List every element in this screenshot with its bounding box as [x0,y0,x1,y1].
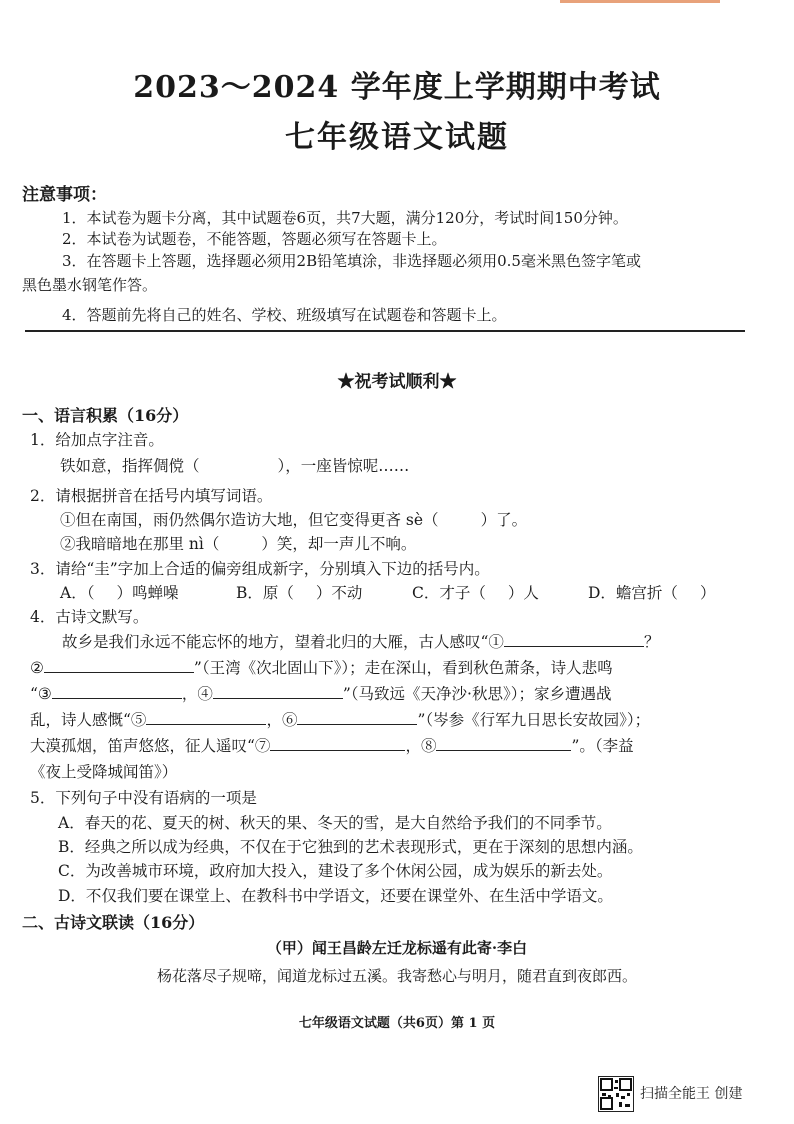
poem-title: （甲）闻王昌龄左迁龙标遥有此寄·李白 [266,939,528,957]
q4-line-5-num-b: ，⑧ [405,737,437,755]
q4-line-5-text-c: ”。（李益 [571,737,634,755]
q1-text-b: ），一座皆惊呢…… [277,457,410,475]
q3-option-c-label: C．才子（ [412,584,486,602]
q1-text-a: 铁如意，指挥倜傥（ [60,457,200,475]
q1-line [60,454,409,476]
blank-7 [270,736,405,751]
q4-stem: 4．古诗文默写。 [30,608,149,626]
q5-option-b: B．经典之所以成为经典，不仅在于它独到的艺术表现形式，更在于深刻的思想内涵。 [58,838,643,856]
q2-item-2 [60,532,416,554]
poem-text: 杨花落尽子规啼，闻道龙标过五溪。我寄愁心与明月，随君直到夜郎西。 [156,967,637,985]
q3-option-b [236,581,362,603]
notice-item-1: 1．本试卷为题卡分离，其中试题卷6页，共7大题，满分120分，考试时间150分钟。 [62,209,628,227]
notice-item-4: 4．答题前先将自己的姓名、学校、班级填写在试题卷和答题卡上。 [62,306,507,324]
q3-option-c-text: ）人 [507,584,539,602]
q3-option-d-label: D．蟾宫折（ [588,584,678,602]
q3-option-c [412,581,539,603]
q4-line-4-text-a: 乱，诗人感慨“⑤ [30,711,147,729]
q5-option-d: D．不仅我们要在课堂上、在教科书中学语文，还要在课堂外、在生活中学语文。 [58,887,613,905]
blank-8 [436,736,571,751]
q3-option-a-label: A．（ [60,584,95,602]
q5-option-c: C．为改善城市环境，政府加大投入，建设了多个休闲公园，成为娱乐的新去处。 [58,862,613,880]
exam-title: 2023～2024 学年度上学期期中考试 [133,70,661,105]
notice-heading: 注意事项： [22,185,107,205]
q3-option-b-label: B．原（ [236,584,294,602]
q5-option-a: A．春天的花、夏天的树、秋天的果、冬天的雪，是大自然给予我们的不同季节。 [58,814,612,832]
q2-item-2-text-b: ）笑，却一声儿不响。 [261,535,417,553]
q4-line-3-num-b: ，④ [181,685,213,703]
blank-5 [146,710,266,725]
exam-subtitle: 七年级语文试题 [285,120,509,155]
q2-item-1-text-b: ）了。 [480,511,528,529]
q4-line-2-num: ② [30,659,44,677]
divider [25,330,745,332]
blank-6 [297,710,417,725]
q4-line-3-text: ”（马致远《天净沙·秋思》）；家乡遭遇战 [342,685,612,703]
q3-option-d-text: ） [699,584,716,602]
q4-line-3-num: “③ [30,685,52,703]
notice-item-3-cont: 黑色墨水钢笔作答。 [22,276,158,294]
blank-4 [213,684,343,699]
q4-line-1 [62,630,659,652]
q3-option-d [588,581,715,603]
q4-line-5-text-a: 大漠孤烟，笛声悠悠，征人遥叹“⑦ [30,737,271,755]
page-footer: 七年级语文试题（共6页）第 1 页 [298,1016,496,1031]
section-2-heading: 二、古诗文联读（16分） [22,913,205,932]
q4-line-1-text: 故乡是我们永远不能忘怀的地方，望着北归的大雁，古人感叹“① [62,633,504,651]
q4-line-4-text-c: ”（岑参《行军九日思长安故园》）； [417,711,651,729]
q3-option-a [60,581,178,603]
blank-1 [504,632,644,647]
q4-line-4-num-b: ，⑥ [266,711,298,729]
q3-stem: 3．请给“圭”字加上合适的偏旁组成新字，分别填入下边的括号内。 [30,560,490,578]
q2-stem: 2．请根据拼音在括号内填写词语。 [30,487,273,505]
q3-option-b-text: ）不动 [315,584,363,602]
q4-line-1-end: ？ [643,633,660,651]
q4-line-5 [30,734,634,756]
blank-2 [44,658,194,673]
q5-stem: 5．下列句子中没有语病的一项是 [30,789,257,807]
blank-3 [52,684,182,699]
notice-item-2: 2．本试卷为试题卷，不能答题，答题必须写在答题卡上。 [62,230,447,248]
section-1-heading: 一、语言积累（16分） [22,406,189,425]
q4-line-4 [30,708,650,730]
q2-item-2-text-a: ②我暗暗地在那里 nì（ [60,535,220,553]
q2-item-1 [60,508,527,530]
q2-item-1-text-a: ①但在南国，雨仍然偶尔造访大地，但它变得更吝 sè（ [60,511,439,529]
q3-option-a-text: ）鸣蝉噪 [116,584,179,602]
scanner-watermark-label: 扫描全能王 创建 [640,1086,743,1102]
q4-line-6: 《夜上受降城闻笛》） [30,763,178,781]
q1-stem: 1．给加点字注音。 [30,431,164,449]
notice-item-3: 3．在答题卡上答题，选择题必须用2B铅笔填涂，非选择题必须用0.5毫米黑色签字笔或 [62,252,641,270]
top-color-strip [560,0,720,3]
good-luck-banner: ★祝考试顺利★ [337,372,457,392]
qr-code-icon [598,1076,634,1112]
q4-line-2-text: ”（王湾《次北固山下》）；走在深山，看到秋色萧条，诗人悲鸣 [193,659,613,677]
q4-line-2 [30,656,613,678]
q4-line-3 [30,682,611,704]
